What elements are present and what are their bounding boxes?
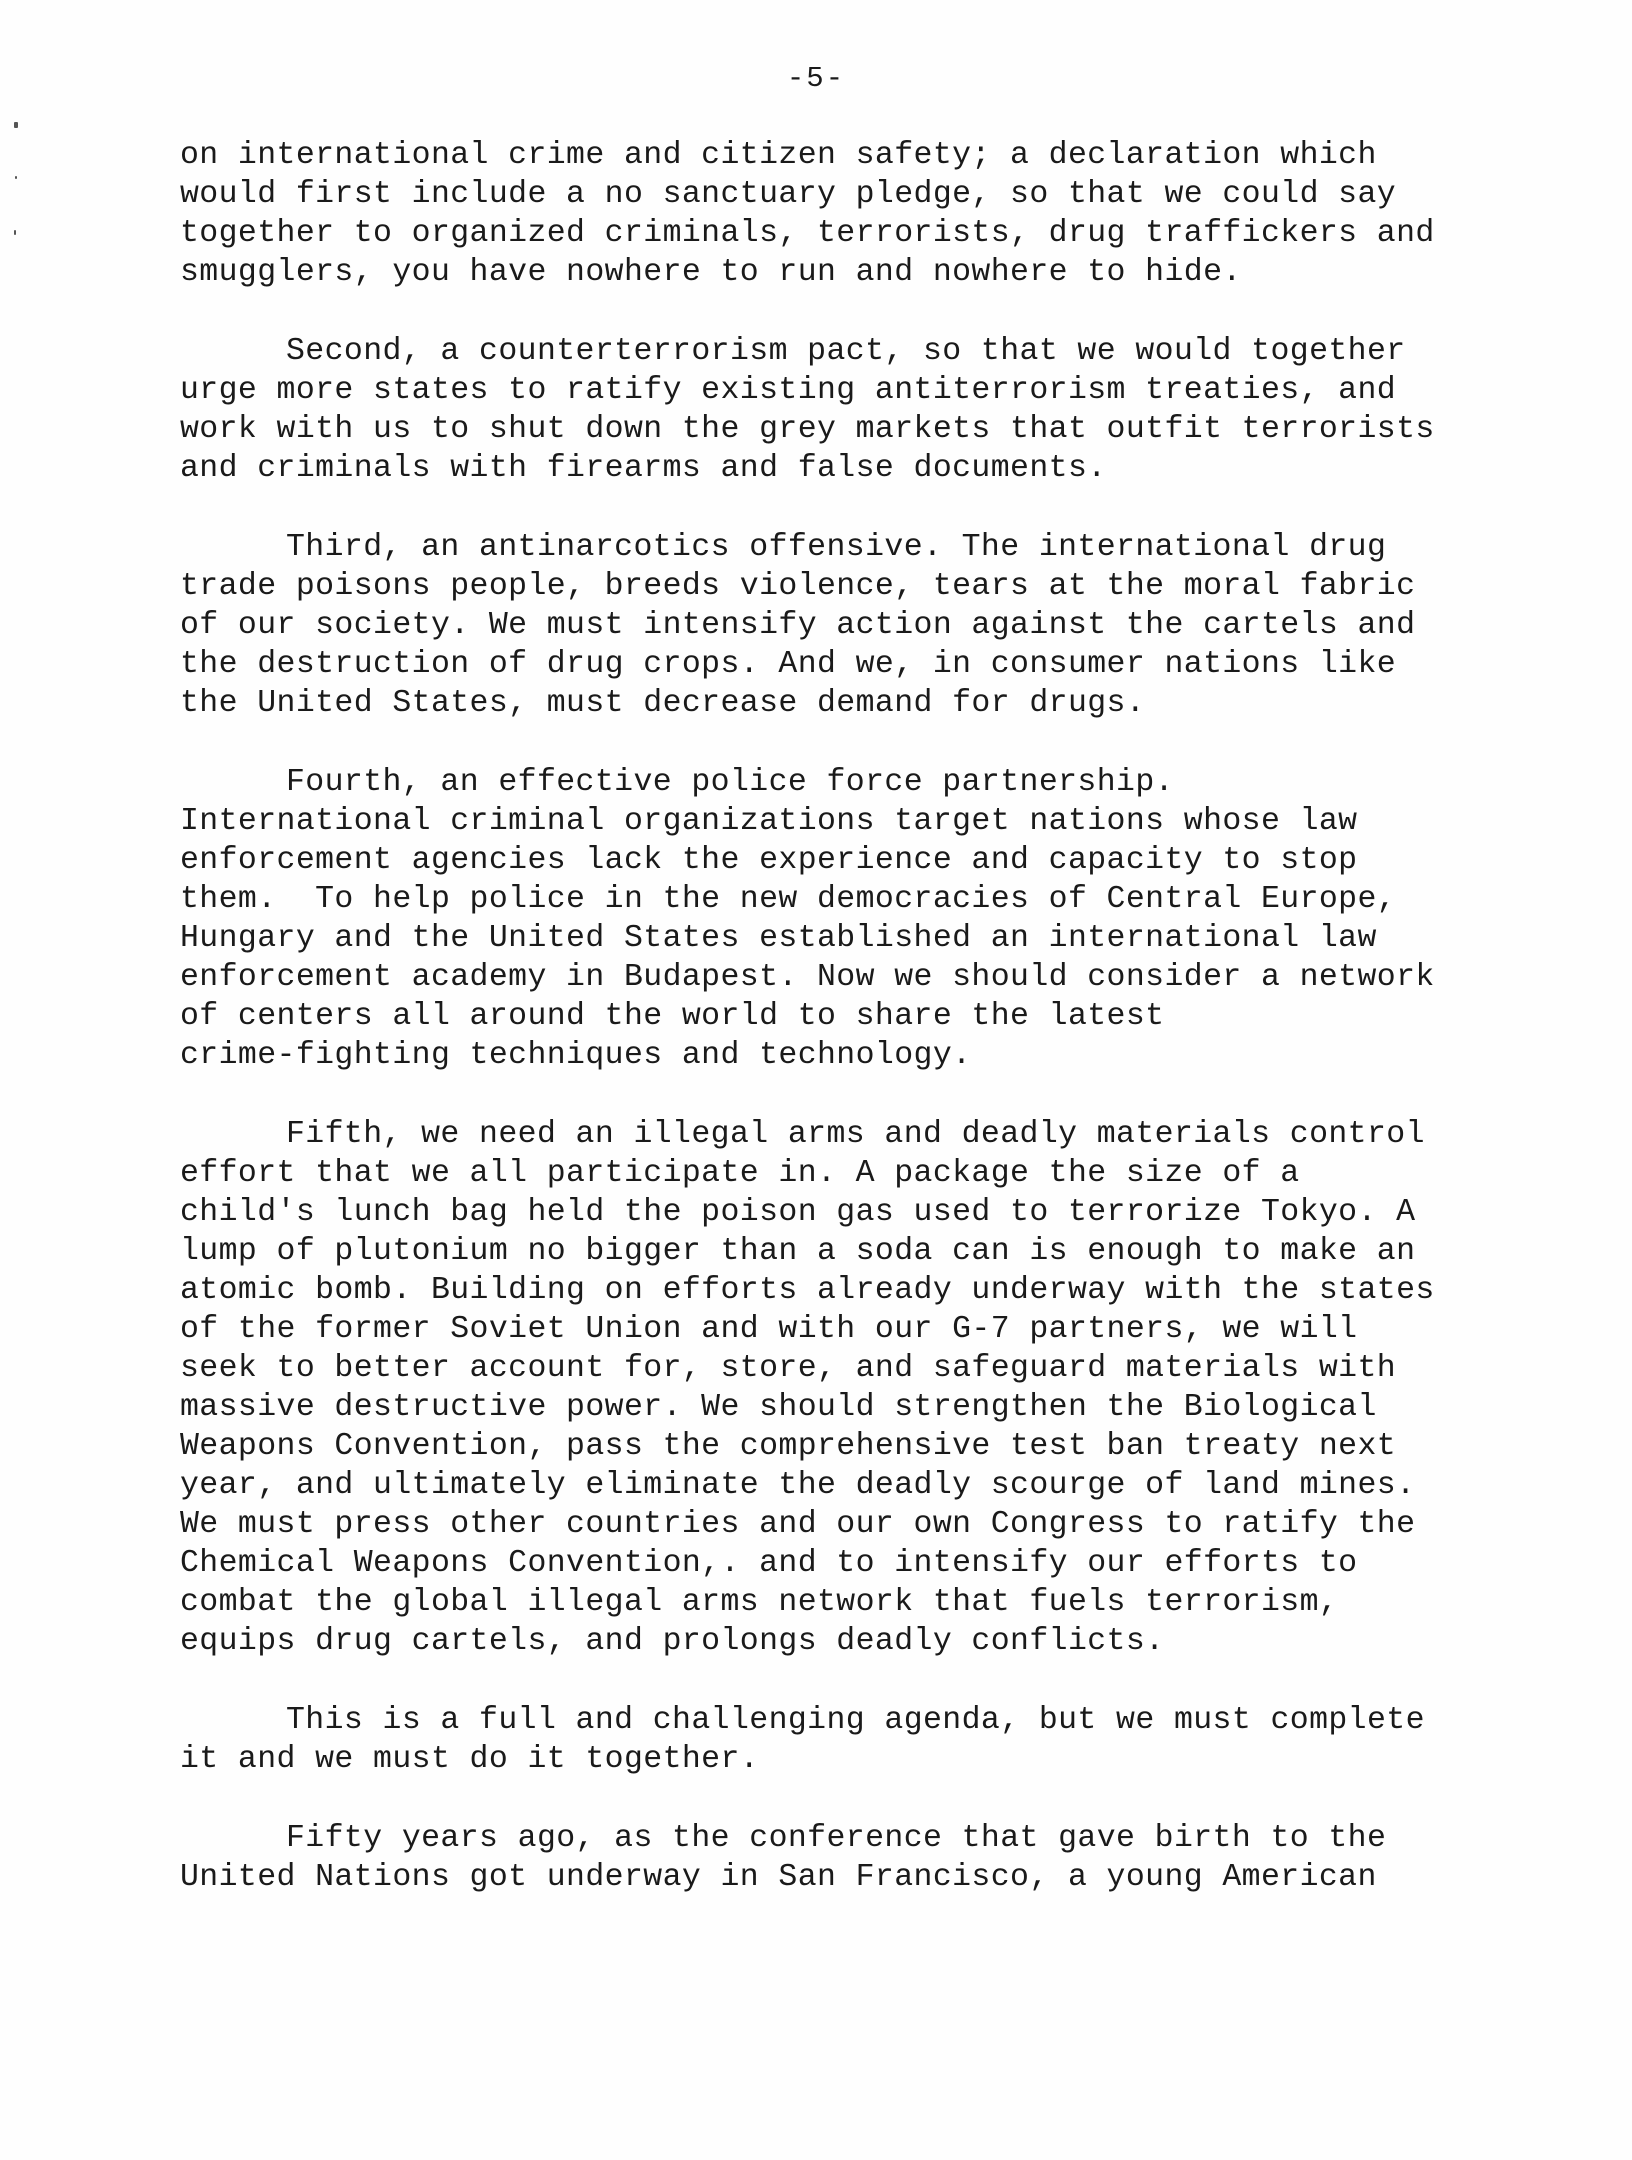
line-text: Fourth, an effective police force partnership. <box>286 765 1174 800</box>
text-line <box>180 919 1500 958</box>
text-line <box>180 763 1500 802</box>
paragraph-gap <box>180 488 1500 528</box>
scan-speck <box>15 176 17 179</box>
line-text: year, and ultimately eliminate the deadly scourge of land mines. <box>180 1468 1416 1503</box>
line-text: enforcement agencies lack the experience and capacity to stop <box>180 843 1358 878</box>
line-text: We must press other countries and our own Congress to ratify the <box>180 1507 1416 1542</box>
line-text: the United States, must decrease demand for drugs. <box>180 686 1146 721</box>
text-line <box>180 253 1500 292</box>
paragraph-gap <box>180 1779 1500 1819</box>
line-text: enforcement academy in Budapest. Now we should consider a network <box>180 960 1435 995</box>
text-line <box>180 1310 1500 1349</box>
line-text: Chemical Weapons Convention,. and to intensify our efforts to <box>180 1546 1358 1581</box>
line-text: them. To help police in the new democracies of Central Europe, <box>180 882 1397 917</box>
line-text: atomic bomb. Building on efforts already underway with the states <box>180 1273 1435 1308</box>
text-line <box>180 1349 1500 1388</box>
line-text: Fifth, we need an illegal arms and deadly materials control <box>286 1117 1425 1152</box>
text-line <box>180 958 1500 997</box>
line-text: it and we must do it together. <box>180 1742 760 1777</box>
text-line <box>180 1701 1500 1740</box>
text-line <box>180 371 1500 410</box>
text-line <box>180 802 1500 841</box>
paragraph-gap <box>180 1661 1500 1701</box>
line-text: work with us to shut down the grey markets that outfit terrorists <box>180 412 1435 447</box>
paragraph <box>180 136 1500 292</box>
text-line <box>180 1858 1500 1897</box>
text-line <box>180 214 1500 253</box>
text-line <box>180 1115 1500 1154</box>
paragraph <box>180 332 1500 488</box>
line-text: Weapons Convention, pass the comprehensive test ban treaty next <box>180 1429 1397 1464</box>
line-text: Second, a counterterrorism pact, so that we would together <box>286 334 1406 369</box>
line-text: combat the global illegal arms network that fuels terrorism, <box>180 1585 1339 1620</box>
text-line <box>180 1740 1500 1779</box>
text-line <box>180 1505 1500 1544</box>
text-line <box>180 1388 1500 1427</box>
line-text: the destruction of drug crops. And we, in consumer nations like <box>180 647 1397 682</box>
text-line <box>180 1036 1500 1075</box>
text-line <box>180 1622 1500 1661</box>
line-text: trade poisons people, breeds violence, tears at the moral fabric <box>180 569 1416 604</box>
line-text: effort that we all participate in. A package the size of a <box>180 1156 1300 1191</box>
text-line <box>180 332 1500 371</box>
line-text: Fifty years ago, as the conference that gave birth to the <box>286 1821 1387 1856</box>
paragraph <box>180 1701 1500 1779</box>
line-text: together to organized criminals, terrorists, drug traffickers and <box>180 216 1435 251</box>
line-text: crime-fighting techniques and technology. <box>180 1038 972 1073</box>
paragraph-gap <box>180 1075 1500 1115</box>
text-line <box>180 1427 1500 1466</box>
text-line <box>180 528 1500 567</box>
line-text: of the former Soviet Union and with our G-7 partners, we will <box>180 1312 1358 1347</box>
text-line <box>180 684 1500 723</box>
line-text: urge more states to ratify existing antiterrorism treaties, and <box>180 373 1397 408</box>
line-text: This is a full and challenging agenda, but we must complete <box>286 1703 1425 1738</box>
text-line <box>180 1466 1500 1505</box>
text-line <box>180 567 1500 606</box>
text-line <box>180 645 1500 684</box>
line-text: of centers all around the world to share the latest <box>180 999 1165 1034</box>
text-line <box>180 1154 1500 1193</box>
line-text: equips drug cartels, and prolongs deadly conflicts. <box>180 1624 1165 1659</box>
line-text: Hungary and the United States established an international law <box>180 921 1377 956</box>
text-line <box>180 136 1500 175</box>
text-line <box>180 175 1500 214</box>
line-text: smugglers, you have nowhere to run and nowhere to hide. <box>180 255 1242 290</box>
paragraph-gap <box>180 723 1500 763</box>
line-text: lump of plutonium no bigger than a soda can is enough to make an <box>180 1234 1416 1269</box>
text-line <box>180 1544 1500 1583</box>
scan-speck <box>14 230 16 235</box>
line-text: of our society. We must intensify action against the cartels and <box>180 608 1416 643</box>
line-text: massive destructive power. We should strengthen the Biological <box>180 1390 1377 1425</box>
paragraph-gap <box>180 292 1500 332</box>
paragraph <box>180 1819 1500 1897</box>
text-line <box>180 1232 1500 1271</box>
paragraph <box>180 528 1500 723</box>
text-line <box>180 1271 1500 1310</box>
text-line <box>180 1193 1500 1232</box>
line-text: and criminals with firearms and false documents. <box>180 451 1107 486</box>
line-text: child's lunch bag held the poison gas used to terrorize Tokyo. A <box>180 1195 1416 1230</box>
line-text: would first include a no sanctuary pledge, so that we could say <box>180 177 1397 212</box>
text-line <box>180 841 1500 880</box>
line-text: International criminal organizations target nations whose law <box>180 804 1358 839</box>
text-line <box>180 449 1500 488</box>
text-line <box>180 997 1500 1036</box>
document-body <box>180 136 1500 1897</box>
text-line <box>180 880 1500 919</box>
line-text: seek to better account for, store, and safeguard materials with <box>180 1351 1397 1386</box>
text-line <box>180 1583 1500 1622</box>
scan-speck <box>14 122 18 128</box>
line-text: United Nations got underway in San Francisco, a young American <box>180 1860 1377 1895</box>
line-text: on international crime and citizen safety; a declaration which <box>180 138 1377 173</box>
text-line <box>180 1819 1500 1858</box>
text-line <box>180 606 1500 645</box>
page-number: -5- <box>786 62 846 95</box>
text-line <box>180 410 1500 449</box>
paragraph <box>180 763 1500 1075</box>
line-text: Third, an antinarcotics offensive. The international drug <box>286 530 1387 565</box>
paragraph <box>180 1115 1500 1661</box>
